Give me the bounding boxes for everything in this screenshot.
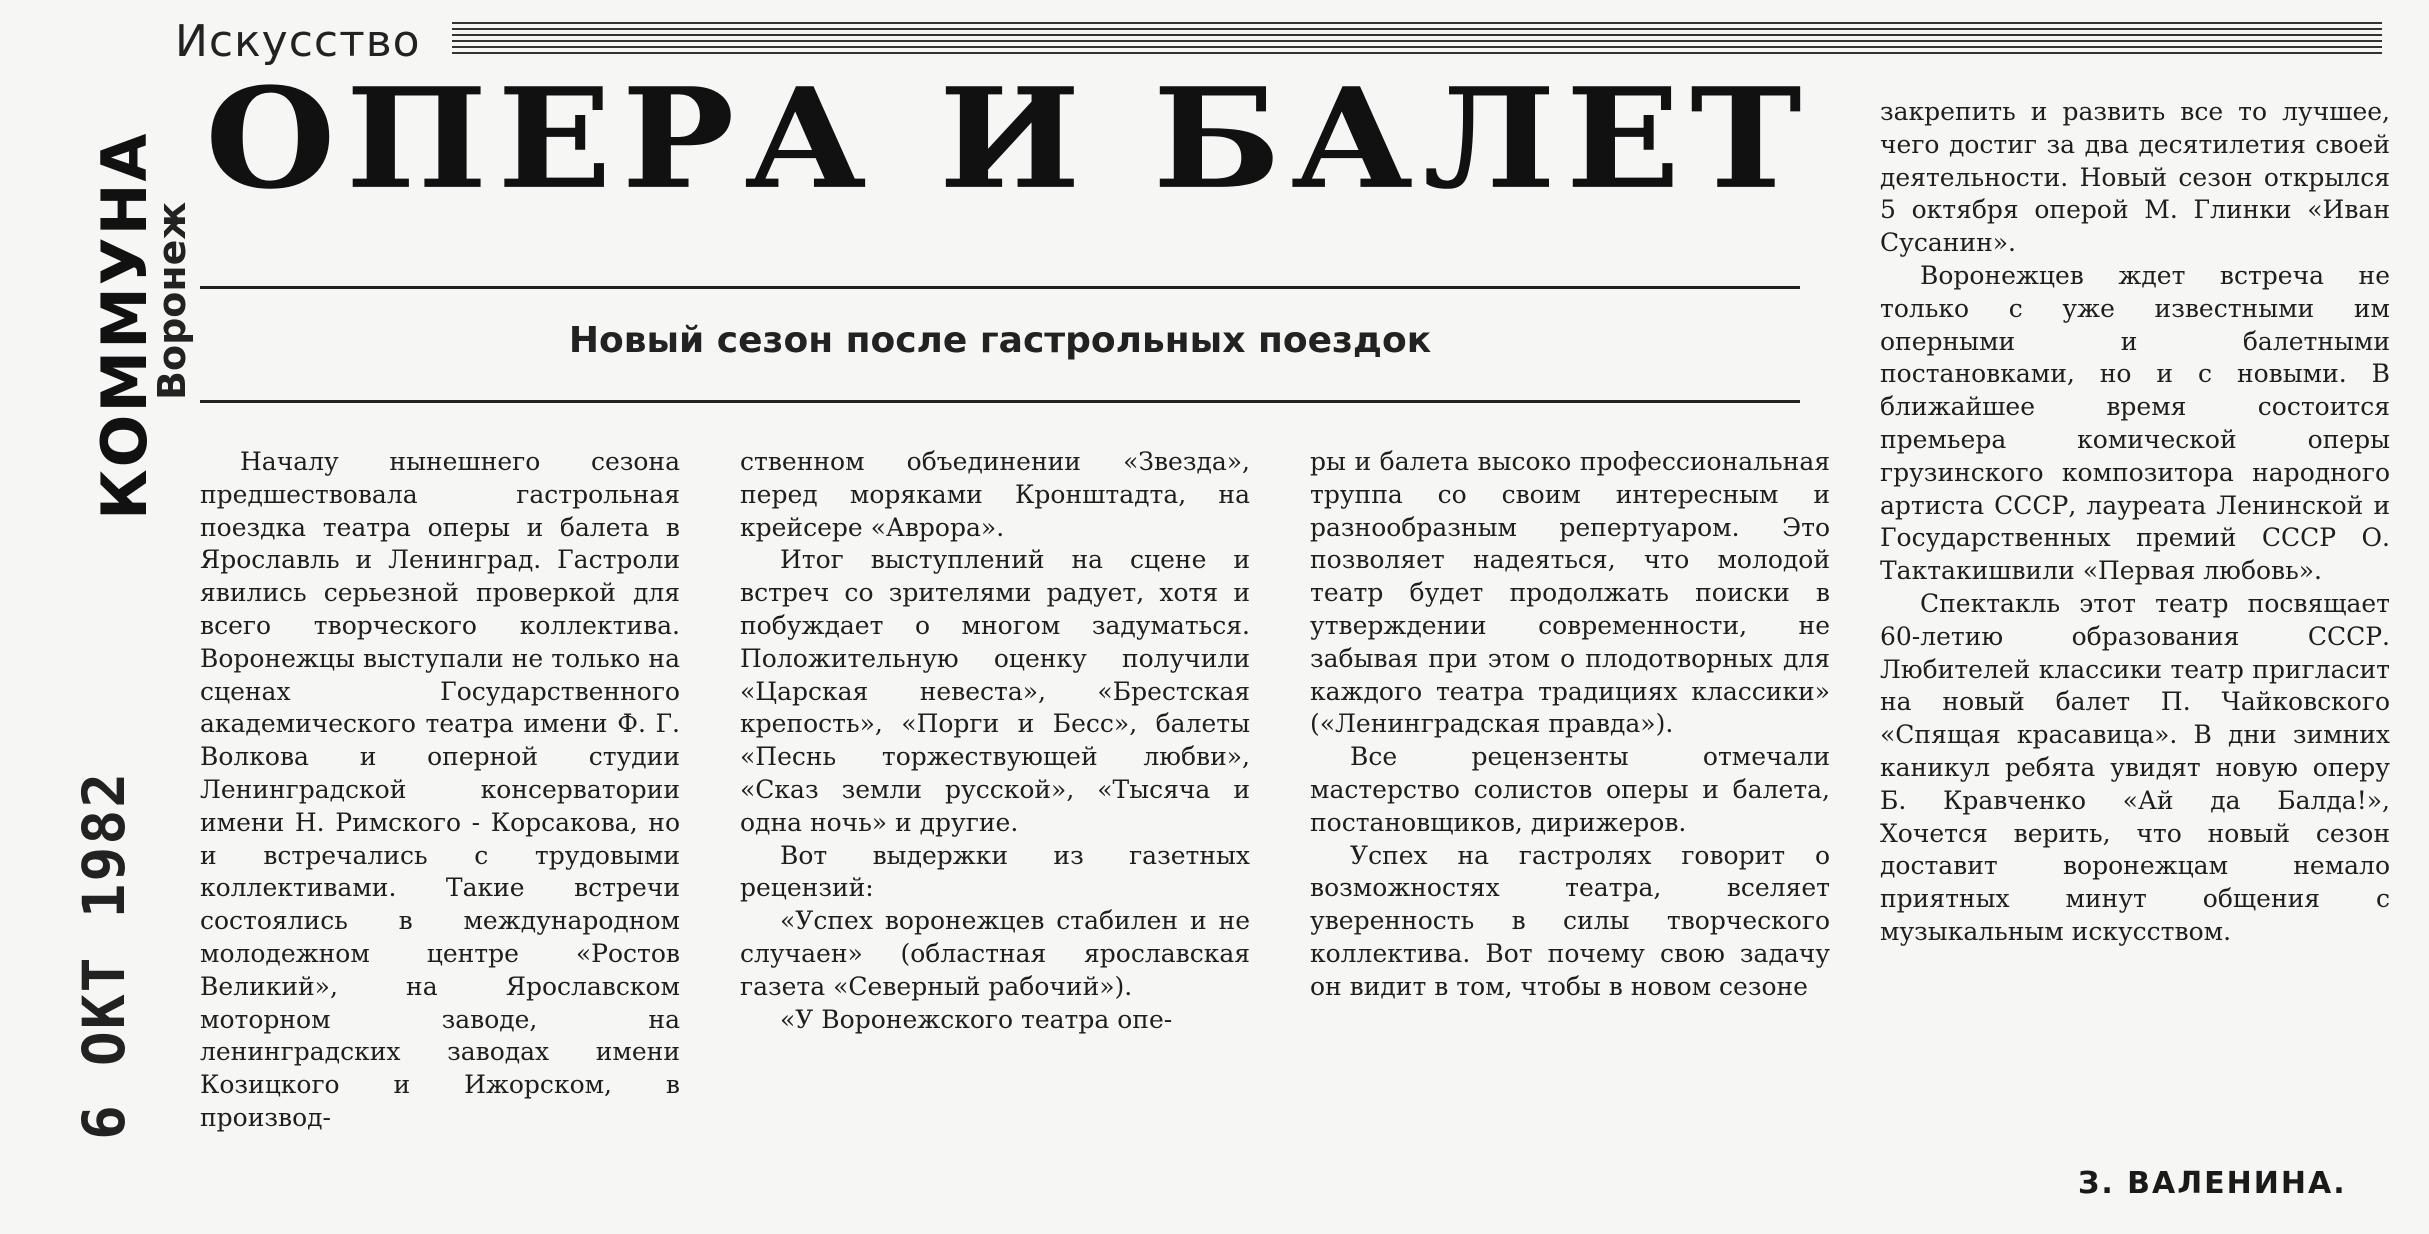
text-column-4 <box>1880 96 2390 949</box>
article-headline: ОПЕРА И БАЛЕТ <box>205 58 1812 220</box>
paragraph: ры и балета высоко профессиональная труппа со своим интересным и разнообразным репертуаром. Это позволяет надеяться, что молодой театр будет продолжать поиски в утверждении современности, не забывая при этом о плодотворных для каждого театра традициях классики» («Ленинградская правда»). <box>1310 447 1830 739</box>
article-subheadline: Новый сезон после гастрольных поездок <box>568 320 1432 361</box>
masthead-name: КОММУНА <box>88 131 161 520</box>
paragraph: Все рецензенты отмечали мастерство солистов оперы и балета, постановщиков, дирижеров. <box>1310 742 1830 837</box>
masthead-city: Воронеж <box>150 201 194 400</box>
paragraph: Успех на гастролях говорит о возможностях театра, вселяет уверенность в силы творческого коллектива. Вот почему свою задачу он видит в том, чтобы в новом сезоне <box>1310 840 1830 1001</box>
paragraph: Спектакль этот театр посвящает 60-летию образования СССР. Любителей классики театр пригласит на новый балет П. Чайковского «Спящая красавица». В дни зимних каникул ребята увидят новую оперу Б. Кравченко «Ай да Балда!», Хочется верить, что новый сезон доставит воронежцам немало приятных минут общения с музыкальным искусством. <box>1880 588 2390 946</box>
text-column-2 <box>740 446 1250 1036</box>
paragraph: Воронежцев ждет встреча не только с уже известными им оперными и балетными постановками, но и с новыми. В ближайшее время состоится премьера комической оперы грузинского композитора народного артиста СССР, лауреата Ленинской и Государственных премий СССР О. Тактакишвили «Первая любовь». <box>1880 260 2390 586</box>
paragraph: Вот выдержки из газетных рецензий: <box>740 840 1250 903</box>
paragraph: ственном объединении «Звезда», перед моряками Кронштадта, на крейсере «Аврора». <box>740 447 1250 542</box>
date-stamp: 6 ОКТ 1982 <box>70 770 138 1140</box>
paragraph: «Успех воронежцев стабилен и не случаен» (областная ярославская газета «Северный рабочий»). <box>740 906 1250 1001</box>
section-rubric: Искусство <box>175 16 421 67</box>
paragraph: Началу нынешнего сезона предшествовала гастрольная поездка театра оперы и балета в Ярославль и Ленинград. Гастроли явились серьезной проверкой для всего творческого коллектива. Воронежцы выступали не только на сценах Государственного академического театра имени Ф. Г. Волкова и оперной студии Ленинградской консерватории имени Н. Римского - Корсакова, но и встречались с трудовыми коллективами. Такие встречи состоялись в международном молодежном центре «Ростов Великий», на Ярославском моторном заводе, на ленинградских заводах имени Козицкого и Ижорском, в производ- <box>200 447 680 1132</box>
divider-rule <box>200 286 1800 289</box>
paragraph: Итог выступлений на сцене и встреч со зрителями радует, хотя и побуждает о многом задуматься. Положительную оценку получили «Царская невеста», «Брестская крепость», «Порги и Бесс», балеты «Песнь торжествующей любви», «Сказ земли русской», «Тысяча и одна ночь» и другие. <box>740 545 1250 837</box>
text-column-3 <box>1310 446 1830 1004</box>
divider-rule <box>200 400 1800 403</box>
author-signature: З. ВАЛЕНИНА. <box>2078 1166 2347 1201</box>
decorative-rule <box>452 22 2382 58</box>
text-column-1 <box>200 446 680 1135</box>
paragraph: «У Воронежского театра опе- <box>780 1004 1173 1034</box>
paragraph: закрепить и развить все то лучшее, чего достиг за два десятилетия своей деятельности. Новый сезон открылся 5 октября оперой М. Глинки «Иван Сусанин». <box>1880 97 2390 258</box>
